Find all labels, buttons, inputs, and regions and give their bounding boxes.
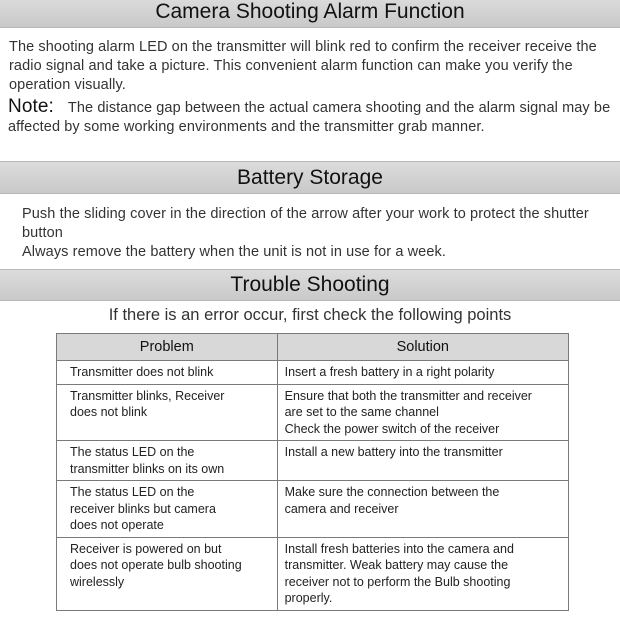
header-problem: Problem bbox=[57, 334, 278, 361]
solution-cell: Install fresh batteries into the camera and transmitter. Weak battery may cause the receiver not to perform the Bulb shooting properly. bbox=[277, 537, 568, 610]
battery-instruction-2: Always remove the battery when the unit is not in use for a week. bbox=[22, 244, 446, 260]
problem-cell: The status LED on the transmitter blinks on its own bbox=[57, 441, 278, 481]
troubleshooting-table bbox=[56, 333, 569, 611]
table-row bbox=[57, 481, 569, 538]
section-title-troubleshooting: Trouble Shooting bbox=[0, 269, 620, 301]
table-row bbox=[57, 361, 569, 385]
solution-cell: Ensure that both the transmitter and receiver are set to the same channel Check the power switch of the receiver bbox=[277, 384, 568, 441]
problem-cell: The status LED on the receiver blinks but camera does not operate bbox=[57, 481, 278, 538]
section-title-battery: Battery Storage bbox=[0, 161, 620, 194]
table-row bbox=[57, 537, 569, 610]
problem-cell: Transmitter does not blink bbox=[57, 361, 278, 385]
section-title-alarm: Camera Shooting Alarm Function bbox=[0, 0, 620, 28]
battery-instruction-1: Push the sliding cover in the direction of the arrow after your work to protect the shutter button bbox=[22, 206, 589, 241]
table-header-row bbox=[57, 334, 569, 361]
problem-cell: Transmitter blinks, Receiver does not blink bbox=[57, 384, 278, 441]
table-row bbox=[57, 384, 569, 441]
solution-cell: Make sure the connection between the camera and receiver bbox=[277, 481, 568, 538]
table-row bbox=[57, 441, 569, 481]
alarm-note bbox=[8, 97, 612, 137]
solution-cell: Install a new battery into the transmitter bbox=[277, 441, 568, 481]
alarm-description: The shooting alarm LED on the transmitter will blink red to confirm the receiver receive the radio signal and take a picture. This convenient alarm function can make you verify the operation visually. bbox=[9, 39, 597, 93]
header-solution: Solution bbox=[277, 334, 568, 361]
note-label: Note: bbox=[8, 96, 54, 117]
solution-cell: Insert a fresh battery in a right polarity bbox=[277, 361, 568, 385]
troubleshooting-subtitle: If there is an error occur, first check the following points bbox=[108, 306, 512, 324]
note-text: The distance gap between the actual camera shooting and the alarm signal may be affected by some working environments and the transmitter grab manner. bbox=[8, 100, 611, 135]
problem-cell: Receiver is powered on but does not operate bulb shooting wirelessly bbox=[57, 537, 278, 610]
